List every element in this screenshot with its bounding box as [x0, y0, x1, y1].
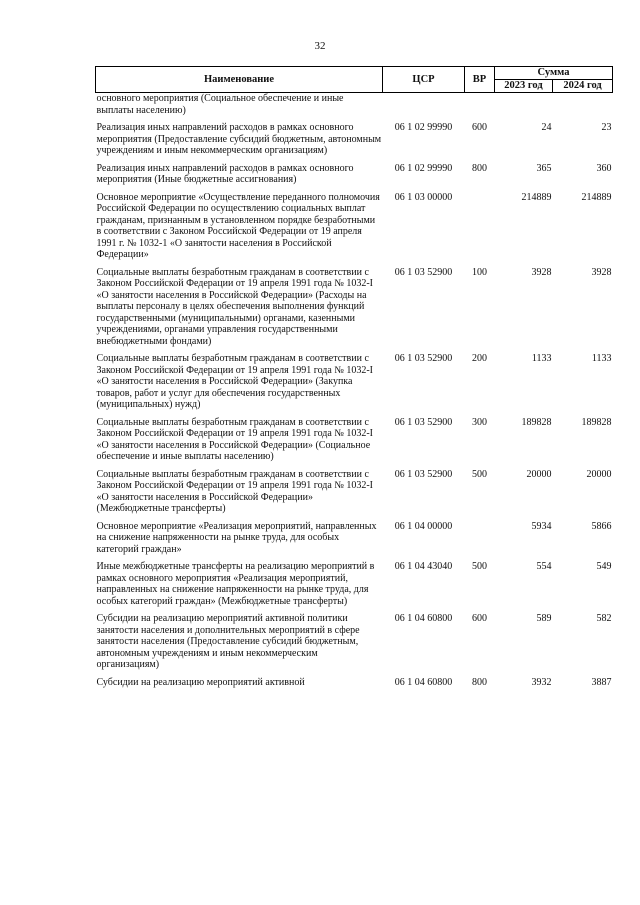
row-vr: 800: [472, 162, 487, 174]
table-row: [96, 192, 613, 267]
row-name: Социальные выплаты безработным гражданам в соответствии с Законом Российской Федерации от 19 апреля 1991 года № 1032-I «О занятости населения в Российской Федерации» (Межбюджетные трансферты): [96, 468, 374, 514]
header-name: Наименование: [96, 67, 383, 93]
header-year-2024: 2024 год: [553, 80, 613, 93]
table-row: [96, 267, 613, 354]
row-name: Основное мероприятие «Реализация мероприятий, направленных на снижение напряженности на рынке труда, для особых категорий граждан»: [96, 520, 377, 555]
row-sum-2024: [553, 93, 613, 123]
row-vr: 100: [472, 266, 487, 278]
row-name: Реализация иных направлений расходов в рамках основного мероприятия (Предоставление субсидий бюджетным, автономным учреждениям и иным некоммерческим организациям): [96, 122, 382, 156]
row-csr: 06 1 03 52900: [394, 416, 453, 428]
table-row: [96, 677, 613, 695]
header-year-2023: 2023 год: [495, 80, 553, 93]
row-name: основного мероприятия (Социальное обеспечение и иные выплаты населению): [96, 93, 344, 116]
row-vr: [465, 192, 495, 267]
row-csr: 06 1 04 00000: [394, 520, 453, 532]
row-sum-2023: 589: [536, 613, 552, 624]
row-csr: 06 1 04 43040: [394, 561, 453, 572]
row-sum-2024: 214889: [581, 191, 612, 203]
row-sum-2024: 189828: [581, 416, 612, 428]
row-sum-2024: 360: [596, 162, 612, 174]
header-csr: ЦСР: [383, 67, 465, 93]
row-vr: 500: [472, 561, 487, 572]
row-sum-2024: 23: [601, 122, 612, 133]
row-sum-2024: 3928: [591, 266, 612, 278]
table-row: [96, 613, 613, 677]
row-name: Реализация иных направлений расходов в рамках основного мероприятия (Иные бюджетные ассигнования): [96, 162, 354, 185]
row-csr: 06 1 03 52900: [394, 353, 453, 364]
header-vr: ВР: [465, 67, 495, 93]
table-row: [96, 163, 613, 192]
row-csr: [383, 93, 465, 123]
row-name: Основное мероприятие «Осуществление переданного полномочия Российской Федерации по осуществлению социальных выплат гражданам, признанным в установленном порядке безработными в соответствии с Законом Российской Федерации от 19 апреля 1991 г. № 1032-1 «О занятости населения в Российской Федерации»: [96, 191, 380, 260]
row-sum-2023: 214889: [521, 191, 552, 203]
row-vr: 600: [472, 122, 487, 133]
row-sum-2024: 582: [596, 613, 612, 624]
row-sum-2023: 189828: [521, 416, 552, 428]
row-csr: 06 1 02 99990: [394, 162, 453, 174]
row-sum-2023: 3932: [531, 676, 552, 688]
table-row: [96, 353, 613, 417]
row-name: Социальные выплаты безработным гражданам в соответствии с Законом Российской Федерации от 19 апреля 1991 года № 1032-I «О занятости населения в Российской Федерации» (Социальное обеспечение и иные выплаты населению): [96, 416, 374, 462]
row-name: Иные межбюджетные трансферты на реализацию мероприятий в рамках основного мероприятия «Реализация мероприятий, направленных на снижение напряженности на рынке труда, для особых категорий граждан» (Межбюджетные трансферты): [96, 561, 375, 607]
row-sum-2023: 24: [541, 122, 552, 133]
row-sum-2023: 1133: [531, 353, 552, 364]
table-row: [96, 93, 613, 123]
row-sum-2023: 554: [536, 561, 552, 572]
row-vr: [465, 521, 495, 562]
row-sum-2024: 5866: [591, 520, 612, 532]
row-sum-2023: 3928: [531, 266, 552, 278]
row-name: Субсидии на реализацию мероприятий активной: [96, 676, 305, 688]
table-row: [96, 469, 613, 521]
row-name: Субсидии на реализацию мероприятий активной политики занятости населения и дополнительных мероприятий в сфере занятости населения (Предоставление субсидий бюджетным, автономным учреждениям и иным некоммерческим организациям): [96, 613, 360, 670]
row-sum-2023: [495, 93, 553, 123]
row-csr: 06 1 04 60800: [394, 676, 453, 688]
row-vr: [465, 93, 495, 123]
row-sum-2024: 549: [596, 561, 612, 572]
row-csr: 06 1 04 60800: [394, 613, 453, 624]
header-sum: Сумма: [495, 67, 613, 80]
table-row: [96, 561, 613, 613]
row-sum-2023: 20000: [526, 468, 552, 480]
row-csr: 06 1 03 52900: [394, 468, 453, 480]
row-vr: 800: [472, 676, 487, 688]
table-row: [96, 417, 613, 469]
budget-table: [95, 66, 613, 694]
row-sum-2024: 1133: [591, 353, 612, 364]
row-name: Социальные выплаты безработным гражданам в соответствии с Законом Российской Федерации от 19 апреля 1991 года № 1032-I «О занятости населения в Российской Федерации» (Закупка товаров, работ и услуг для обеспечения государственных (муниципальных) нужд): [96, 353, 374, 410]
row-csr: 06 1 03 00000: [394, 191, 453, 203]
row-sum-2023: 365: [536, 162, 552, 174]
row-csr: 06 1 02 99990: [394, 122, 453, 133]
row-name: Социальные выплаты безработным гражданам в соответствии с Законом Российской Федерации от 19 апреля 1991 года № 1032-I «О занятости населения в Российской Федерации» (Расходы на выплаты персоналу в целях обеспечения выполнения функций государственными (муниципальными) органами, казенными учреждениями, органами управления государственными внебюджетными фондами): [96, 266, 374, 347]
table-row: [96, 521, 613, 562]
row-vr: 200: [472, 353, 487, 364]
row-vr: 600: [472, 613, 487, 624]
row-sum-2024: 3887: [591, 676, 612, 688]
row-sum-2023: 5934: [531, 520, 552, 532]
row-csr: 06 1 03 52900: [394, 266, 453, 278]
page-number: 32: [314, 40, 326, 52]
table-row: [96, 122, 613, 163]
row-vr: 300: [472, 416, 487, 428]
row-vr: 500: [472, 468, 487, 480]
row-sum-2024: 20000: [586, 468, 612, 480]
